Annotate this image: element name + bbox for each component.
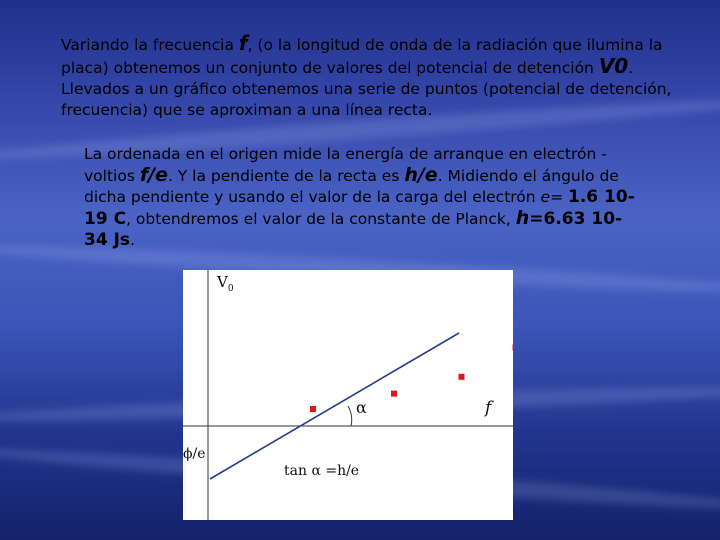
text-run: La ordenada en el origen mide la energía de arranque en electrón -voltios: [84, 145, 607, 185]
text-run: . Llevados a un gráfico obtenemos una serie de puntos (potencial de detención, frecuencia) que se aproximan a una línea recta.: [61, 59, 672, 119]
explanation-paragraph: [84, 144, 644, 251]
fit-line: [210, 333, 459, 479]
text-run: =: [529, 209, 544, 229]
text-run: . Midiendo el ángulo de dicha pendiente y usando el valor de la carga del electrón: [84, 167, 619, 206]
text-run: .: [130, 231, 135, 249]
data-point: [391, 391, 397, 397]
text-run: , obtendremos el valor de la constante de Planck,: [126, 210, 516, 228]
planck-constant-value: 6.63 10-34 Js: [84, 209, 623, 250]
data-point: [310, 406, 316, 412]
text-run: . Y la pendiente de la recta es: [167, 167, 405, 185]
angle-arc: [348, 406, 352, 426]
intercept-symbol: f/e: [139, 164, 168, 186]
y-axis-label: $V_0$: [217, 273, 234, 294]
data-point: [459, 374, 465, 380]
stopping-potential-symbol: V0: [598, 54, 629, 78]
graph-canvas: [183, 270, 513, 520]
text-run: , (o la longitud de onda de la radiación que ilumina la placa) obtenemos un conjunto de valores del potencial de detención: [61, 36, 663, 77]
electron-charge-value: 1.6 10-19 C: [84, 187, 635, 229]
slope-symbol: h/e: [404, 164, 438, 186]
planck-symbol: h: [515, 207, 530, 229]
text-run: =: [550, 188, 568, 206]
data-point: [513, 344, 514, 350]
photoelectric-graph: [183, 270, 513, 520]
electron-charge-symbol: e: [540, 188, 551, 206]
intercept-label: ϕ/e: [183, 446, 206, 462]
text-run: Variando la frecuencia: [61, 36, 239, 54]
frequency-symbol: f: [238, 31, 248, 55]
slope-formula-label: tan α =h/e: [284, 463, 360, 479]
x-axis-label: f: [485, 398, 492, 418]
intro-paragraph: [61, 33, 681, 121]
angle-label: α: [356, 398, 367, 417]
